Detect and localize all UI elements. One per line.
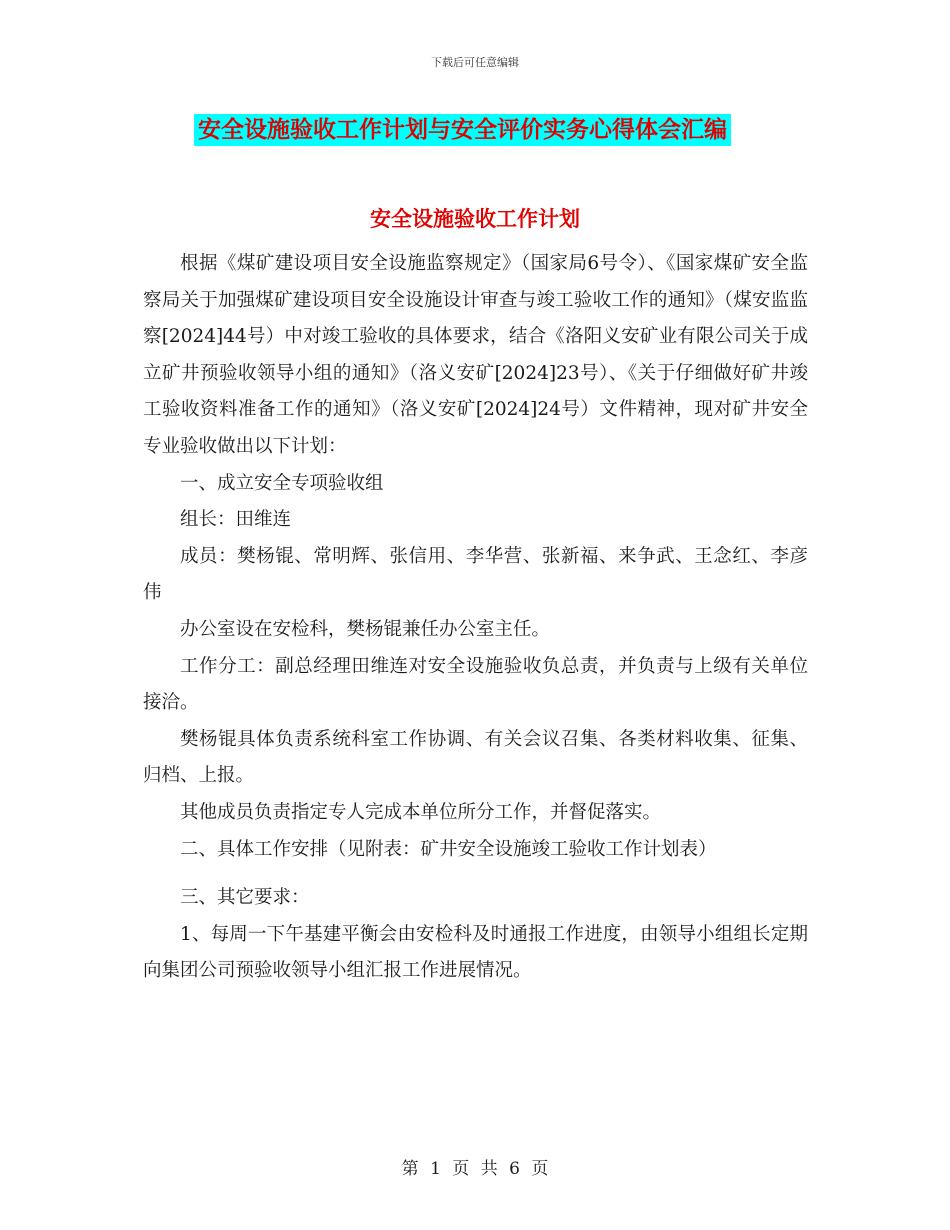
page-header-note: 下载后可任意编辑 — [431, 56, 519, 69]
heading-section-3: 三、其它要求： — [180, 887, 310, 909]
paragraph-coordination: 樊杨锟具体负责系统科室工作协调、有关会议召集、各类材料收集、征集、归档、上报。 — [143, 728, 808, 787]
paragraph-other-members: 其他成员负责指定专人完成本单位所分工作，并督促落实。 — [180, 801, 662, 823]
paragraph-intro: 根据《煤矿建设项目安全设施监察规定》（国家局6号令）、《国家煤矿安全监察局关于加强煤矿建设项目安全设施设计审查与竣工验收工作的通知》（煤安监监察[2024]44号）中对竣工验收的具体要求，结合《洛阳义安矿业有限公司关于成立矿井预验收领导小组的通知》（洛义安矿[2024]23号）、《关于仔细做好矿井竣工验收资料准备工作的通知》（洛义安矿[2024]24号）文件精神，现对矿井安全专业验收做出以下计划： — [143, 253, 808, 457]
heading-section-1: 一、成立安全专项验收组 — [180, 472, 384, 494]
paragraph-requirement-1: 1、每周一下午基建平衡会由安检科及时通报工作进度，由领导小组组长定期向集团公司预验收领导小组汇报工作进展情况。 — [143, 923, 808, 982]
heading-section-2: 二、具体工作安排（见附表：矿井安全设施竣工验收工作计划表） — [180, 838, 717, 860]
document-body — [143, 246, 808, 990]
document-title: 安全设施验收工作计划与安全评价实务心得体会汇编 — [194, 114, 731, 146]
section-title: 安全设施验收工作计划 — [370, 206, 580, 231]
paragraph-members: 成员：樊杨锟、常明辉、张信用、李华营、张新福、来争武、王念红、李彦伟 — [143, 545, 808, 604]
paragraph-leader: 组长：田维连 — [180, 509, 292, 531]
paragraph-division: 工作分工：副总经理田维连对安全设施验收负总责，并负责与上级有关单位接洽。 — [143, 655, 808, 714]
paragraph-office: 办公室设在安检科，樊杨锟兼任办公室主任。 — [180, 618, 551, 640]
page-footer: 第 1 页 共 6 页 — [401, 1159, 549, 1179]
